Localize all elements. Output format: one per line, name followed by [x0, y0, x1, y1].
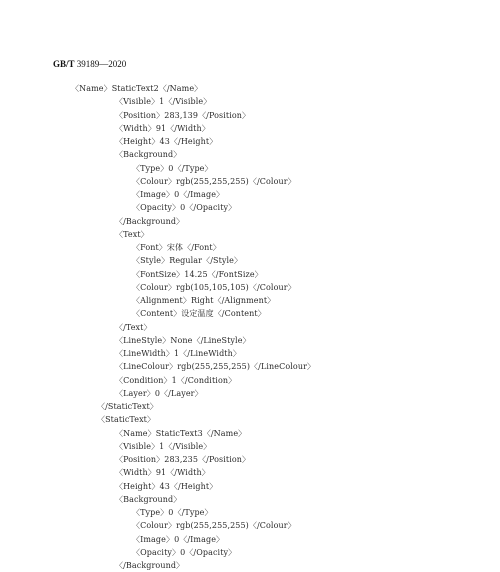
code-line: 〈Font〉宋体〈/Font〉	[132, 243, 221, 252]
code-line: 〈Position〉283,235〈/Position〉	[115, 455, 251, 464]
code-line: 〈LineColour〉rgb(255,255,255)〈/LineColour〉	[115, 362, 316, 372]
code-line: 〈LineStyle〉None〈/LineStyle〉	[115, 335, 251, 345]
code-line: 〈/Background〉	[115, 561, 185, 570]
code-line: 〈Height〉43〈/Height〉	[115, 481, 218, 491]
code-line: 〈Text〉	[115, 229, 149, 239]
code-line: 〈/StaticText〉	[97, 402, 158, 411]
code-line: 〈LineWidth〉1〈/LineWidth〉	[115, 349, 241, 358]
code-line: 〈FontSize〉14.25〈/FontSize〉	[132, 269, 263, 279]
code-line: 〈/Background〉	[115, 216, 185, 226]
code-line: 〈Condition〉1〈/Condition〉	[115, 375, 237, 385]
code-line: 〈Layer〉0〈/Layer〉	[115, 388, 203, 398]
code-line: 〈Background〉	[115, 494, 182, 504]
code-line: 〈Opacity〉0〈/Opacity〉	[132, 547, 237, 557]
code-line: 〈Image〉0〈/Image〉	[132, 190, 225, 199]
code-line: 〈Opacity〉0〈/Opacity〉	[132, 203, 237, 213]
code-line: 〈Content〉设定温度〈/Content〉	[132, 309, 266, 319]
code-line: 〈Visible〉1〈/Visible〉	[115, 97, 212, 107]
code-line: 〈Alignment〉Right〈/Alignment〉	[132, 296, 276, 305]
code-line: 〈Type〉0〈/Type〉	[132, 163, 213, 173]
code-line: 〈Position〉283,139〈/Position〉	[115, 110, 251, 120]
standard-code: GB/T	[53, 59, 75, 69]
code-line: 〈Width〉91〈/Width〉	[115, 468, 210, 478]
code-line: 〈Width〉91〈/Width〉	[115, 123, 210, 133]
xml-code-listing	[0, 82, 500, 572]
code-line: 〈/Text〉	[115, 322, 152, 332]
code-line: 〈Colour〉rgb(255,255,255)〈/Colour〉	[132, 176, 296, 186]
code-line: 〈Style〉Regular〈/Style〉	[132, 256, 243, 266]
code-line: 〈Colour〉rgb(105,105,105)〈/Colour〉	[132, 282, 296, 292]
code-line: 〈Name〉StaticText3〈/Name〉	[115, 428, 247, 438]
code-line: 〈Colour〉rgb(255,255,255)〈/Colour〉	[132, 521, 296, 531]
code-line: 〈Background〉	[115, 150, 182, 160]
page-header	[53, 59, 126, 69]
code-line: 〈Type〉0〈/Type〉	[132, 508, 213, 517]
code-line: 〈StaticText〉	[97, 415, 156, 425]
code-line: 〈Image〉0〈/Image〉	[132, 534, 225, 544]
code-line: 〈Name〉StaticText2〈/Name〉	[71, 84, 203, 93]
standard-number: 39189—2020	[76, 59, 127, 69]
code-line: 〈Visible〉1〈/Visible〉	[115, 441, 212, 451]
code-line: 〈Height〉43〈/Height〉	[115, 137, 218, 146]
